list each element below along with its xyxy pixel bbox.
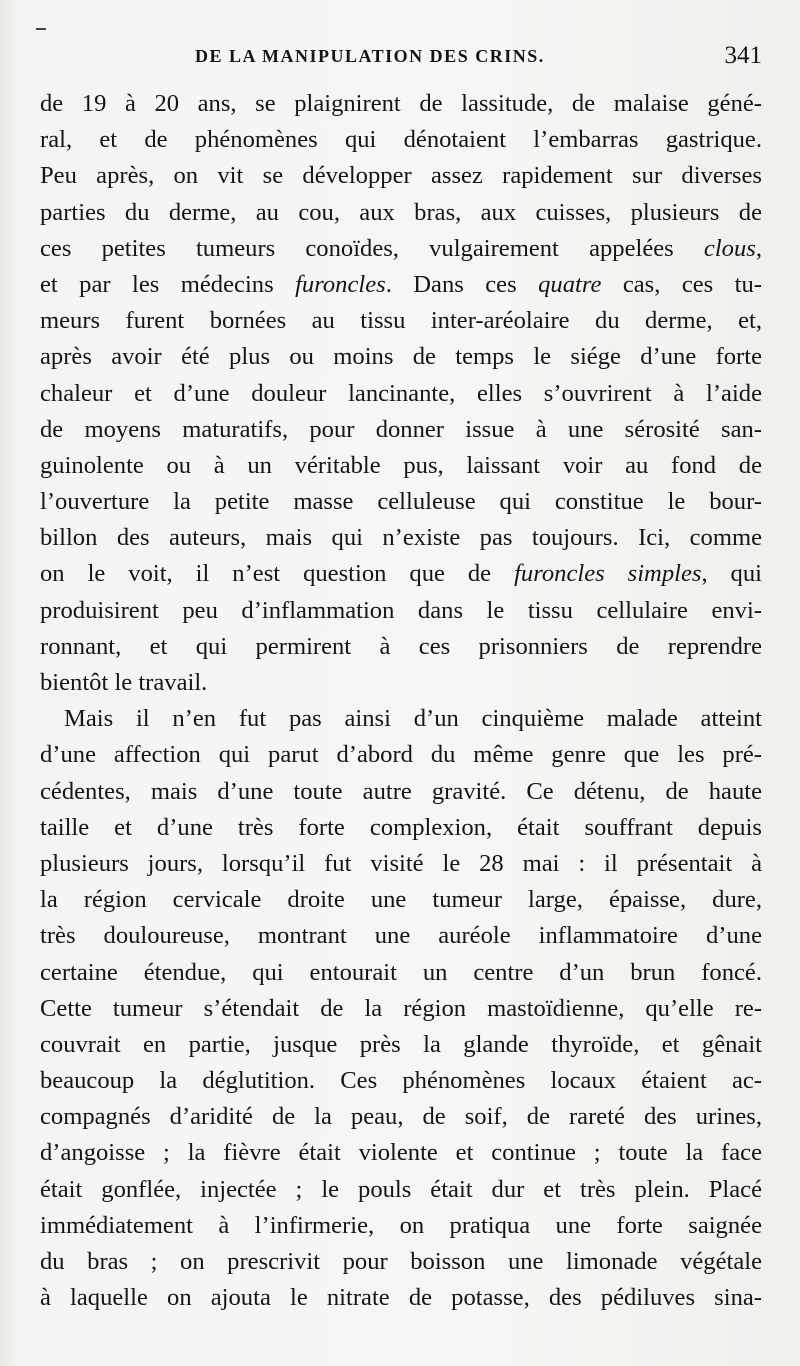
text-line (40, 412, 762, 448)
text-line (40, 1244, 762, 1280)
text-line (40, 1280, 762, 1316)
text-line (40, 1208, 762, 1244)
italic-term: furoncles (295, 270, 386, 298)
text-segment: d’une affection qui parut d’abord du même genre que les pré- (40, 741, 762, 769)
text-line (40, 1135, 762, 1171)
text-segment: meurs furent bornées au tissu inter-aréolaire du derme, et, (40, 307, 762, 335)
text-segment: l’ouverture la petite masse celluleuse qui constitue le bour- (40, 488, 762, 516)
text-segment: était gonflée, injectée ; le pouls était dur et très plein. Placé (40, 1175, 762, 1203)
text-line (40, 629, 762, 665)
text-segment: cas, ces tu- (601, 270, 762, 298)
text-line (40, 1027, 762, 1063)
text-line (40, 158, 762, 194)
text-line (40, 737, 762, 773)
text-segment: Mais il n’en fut pas ainsi d’un cinquième malade atteint (64, 705, 762, 733)
text-segment: produisirent peu d’inflammation dans le tissu cellulaire envi- (40, 596, 762, 624)
text-line (40, 339, 762, 375)
running-head: DE LA MANIPULATION DES CRINS. (195, 46, 545, 66)
text-segment: du bras ; on prescrivit pour boisson une limonade végétale (40, 1248, 762, 1275)
text-line (40, 86, 762, 122)
text-segment: billon des auteurs, mais qui n’existe pas toujours. Ici, comme (40, 524, 762, 552)
text-line (40, 556, 762, 592)
text-segment: chaleur et d’une douleur lancinante, elles s’ouvrirent à l’aide (40, 379, 762, 407)
text-segment: Peu après, on vit se développer assez rapidement sur diverses (40, 162, 762, 190)
text-segment: beaucoup la déglutition. Ces phénomènes locaux étaient ac- (40, 1067, 762, 1095)
text-line (40, 810, 762, 846)
text-segment: bientôt le travail. (40, 669, 208, 696)
text-segment: . Dans ces (385, 270, 539, 298)
text-line (40, 918, 762, 954)
text-line (40, 882, 762, 918)
page-header (40, 42, 762, 82)
text-line (40, 774, 762, 810)
text-line (40, 376, 762, 412)
text-line (40, 520, 762, 556)
text-segment: ces petites tumeurs conoïdes, vulgairement appelées (40, 234, 704, 262)
text-segment: d’angoisse ; la fièvre était violente et continue ; toute la face (40, 1139, 762, 1167)
margin-mark (36, 28, 46, 30)
text-segment: , (755, 234, 762, 262)
text-segment: très douloureuse, montrant une auréole inflammatoire d’une (40, 922, 762, 950)
text-line (40, 195, 762, 231)
text-segment: on le voit, il n’est question que de (40, 560, 515, 588)
text-line (40, 267, 762, 303)
text-segment: compagnés d’aridité de la peau, de soif, de rareté des urines, (40, 1103, 762, 1131)
text-segment: de 19 à 20 ans, se plaignirent de lassitude, de malaise géné- (40, 90, 762, 117)
text-segment: certaine étendue, qui entourait un centre d’un brun foncé. (40, 958, 762, 986)
text-segment: plusieurs jours, lorsqu’il fut visité le 28 mai : il présentait à (40, 849, 762, 877)
text-segment: Cette tumeur s’étendait de la région mastoïdienne, qu’elle re- (40, 994, 762, 1022)
text-line (40, 593, 762, 629)
text-line (40, 955, 762, 991)
text-line (40, 122, 762, 158)
text-segment: cédentes, mais d’une toute autre gravité. Ce détenu, de haute (40, 777, 762, 805)
text-segment: ral, et de phénomènes qui dénotaient l’embarras gastrique. (40, 126, 762, 154)
text-line (40, 303, 762, 339)
text-segment: ronnant, et qui permirent à ces prisonniers de reprendre (40, 632, 762, 660)
text-segment: et par les médecins (40, 270, 296, 298)
text-line (40, 1063, 762, 1099)
text-segment: après avoir été plus ou moins de temps le siége d’une forte (40, 343, 762, 371)
text-line (40, 1172, 762, 1208)
italic-term: clous (703, 234, 756, 262)
text-line (40, 991, 762, 1027)
text-segment: couvrait en partie, jusque près la glande thyroïde, et gênait (40, 1030, 762, 1058)
text-segment: parties du derme, au cou, aux bras, aux cuisses, plusieurs de (40, 198, 762, 226)
text-segment: guinolente ou à un véritable pus, laissant voir au fond de (40, 451, 762, 479)
text-segment: taille et d’une très forte complexion, était souffrant depuis (40, 813, 762, 841)
italic-term: furoncles simples (514, 560, 702, 588)
text-line (40, 701, 762, 737)
text-segment: , qui (701, 560, 762, 588)
text-line (40, 231, 762, 267)
text-line (40, 484, 762, 520)
text-segment: la région cervicale droite une tumeur large, épaisse, dure, (40, 886, 762, 914)
page-number: 341 (724, 42, 762, 69)
text-line (40, 846, 762, 882)
text-segment: de moyens maturatifs, pour donner issue à une sérosité san- (40, 415, 762, 443)
italic-term: quatre (538, 270, 602, 298)
text-segment: immédiatement à l’infirmerie, on pratiqua une forte saignée (40, 1211, 762, 1239)
text-line (40, 448, 762, 484)
text-line (40, 1099, 762, 1135)
text-line (40, 665, 762, 701)
text-segment: à laquelle on ajouta le nitrate de potasse, des pédiluves sina- (40, 1284, 762, 1312)
body-text (40, 86, 762, 1316)
